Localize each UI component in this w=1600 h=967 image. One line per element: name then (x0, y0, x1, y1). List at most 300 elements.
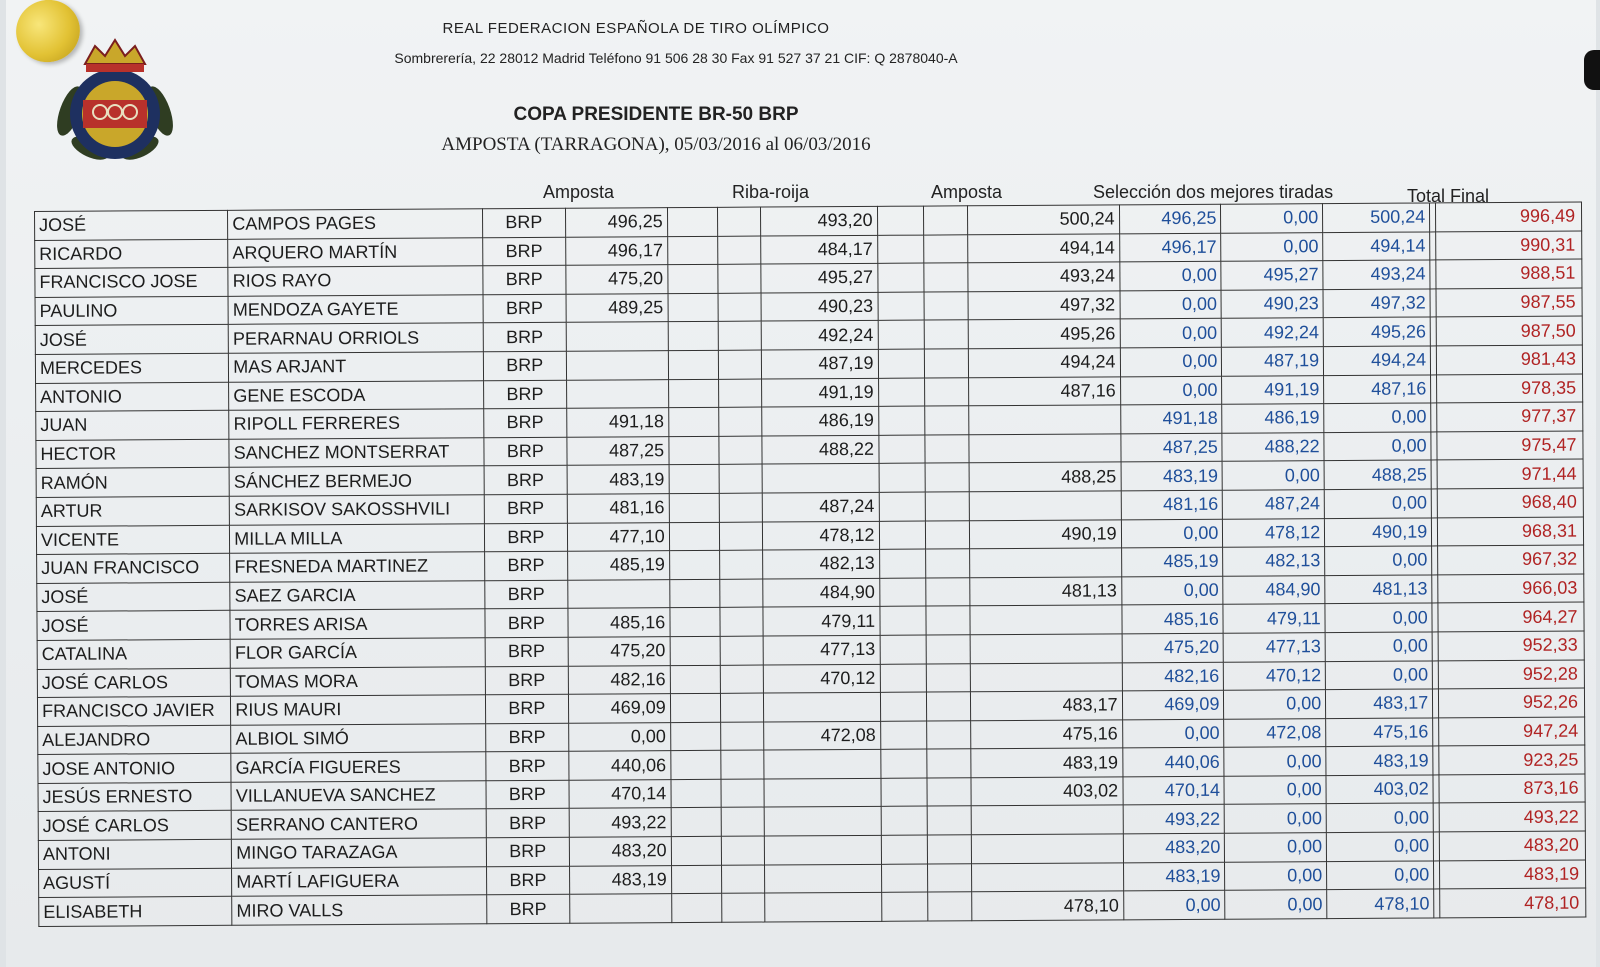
category-cell: BRP (483, 323, 566, 352)
last-name-cell: SERRANO CANTERO (231, 809, 486, 839)
blank-cell (717, 236, 761, 265)
score-amposta-2-cell (971, 834, 1123, 864)
category-cell: BRP (482, 237, 565, 266)
column-header-riba-roija: Riba-roija (732, 182, 810, 202)
total-final-cell: 952,28 (1439, 660, 1585, 689)
total-final-cell: 990,31 (1436, 231, 1582, 260)
last-name-cell: MARTÍ LAFIGUERA (232, 866, 487, 896)
category-cell: BRP (486, 837, 569, 866)
blank-cell (668, 293, 718, 322)
blank-cell (717, 264, 761, 293)
score-amposta-1-cell: 496,17 (566, 236, 668, 265)
first-name-cell: ARTUR (36, 496, 229, 526)
first-name-cell: ANTONI (38, 839, 231, 869)
selection-1-cell: 487,25 (1120, 433, 1222, 462)
first-name-cell: FRANCISCO JOSE (35, 268, 228, 298)
score-riba-roija-cell (764, 750, 881, 779)
selection-1-cell: 475,20 (1122, 633, 1224, 662)
selection-2-cell: 472,08 (1224, 718, 1326, 747)
category-cell: BRP (484, 437, 567, 466)
first-name-cell: VICENTE (36, 525, 229, 555)
blank-cell (668, 322, 718, 351)
total-final-cell: 967,32 (1438, 545, 1584, 574)
selection-2-cell: 491,19 (1222, 375, 1324, 404)
blank-cell (927, 720, 971, 749)
competition-place-date: AMPOSTA (TARRAGONA), 05/03/2016 al 06/03/2016 (441, 134, 871, 155)
blank-cell (879, 463, 926, 492)
selection-1-cell: 496,25 (1119, 204, 1221, 233)
score-amposta-1-cell: 475,20 (566, 265, 668, 294)
first-name-cell: JUAN (36, 410, 229, 440)
column-header-amposta-2: Amposta (931, 182, 1003, 202)
blank-cell (668, 350, 718, 379)
blank-cell (880, 721, 927, 750)
total-final-cell: 968,40 (1438, 488, 1584, 517)
selection-1-cell: 483,19 (1121, 462, 1223, 491)
score-riba-roija-cell: 486,19 (762, 407, 879, 436)
score-amposta-2-cell: 475,16 (971, 720, 1123, 750)
score-amposta-1-cell (568, 579, 670, 608)
total-final-cell: 493,22 (1440, 803, 1586, 832)
results-sheet (6, 0, 1596, 967)
score-amposta-2-cell (970, 662, 1122, 692)
selection-2-cell: 487,24 (1223, 490, 1325, 519)
selection-3-cell: 494,14 (1323, 232, 1430, 261)
selection-2-cell: 0,00 (1224, 747, 1326, 776)
last-name-cell: MAS ARJANT (229, 352, 484, 382)
score-riba-roija-cell (764, 778, 881, 807)
selection-2-cell: 490,23 (1221, 289, 1323, 318)
total-final-cell: 952,33 (1439, 631, 1585, 660)
blank-cell (926, 606, 970, 635)
blank-cell (881, 892, 928, 921)
blank-cell (668, 407, 718, 436)
blank-cell (670, 722, 720, 751)
blank-cell (670, 693, 720, 722)
score-riba-roija-cell: 492,24 (761, 321, 878, 350)
total-final-cell: 923,25 (1439, 745, 1585, 774)
blank-cell (669, 522, 719, 551)
score-riba-roija-cell: 472,08 (764, 721, 881, 750)
total-final-cell: 971,44 (1437, 459, 1583, 488)
blank-cell (924, 320, 968, 349)
blank-cell (924, 263, 968, 292)
last-name-cell: MINGO TARAZAGA (232, 838, 487, 868)
selection-2-cell: 0,00 (1224, 690, 1326, 719)
blank-cell (879, 606, 926, 635)
blank-cell (881, 835, 928, 864)
selection-1-cell: 485,19 (1121, 547, 1223, 576)
score-riba-roija-cell (765, 864, 882, 893)
selection-3-cell: 493,24 (1323, 260, 1430, 289)
column-header-amposta-1: Amposta (543, 182, 615, 202)
score-riba-roija-cell (764, 692, 881, 721)
blank-cell (877, 235, 924, 264)
category-cell: BRP (482, 208, 565, 237)
first-name-cell: JUAN FRANCISCO (37, 553, 230, 583)
selection-3-cell: 0,00 (1324, 403, 1431, 432)
selection-2-cell: 470,12 (1224, 661, 1326, 690)
selection-2-cell: 0,00 (1225, 804, 1327, 833)
category-cell: BRP (485, 723, 568, 752)
selection-3-cell: 487,16 (1324, 375, 1431, 404)
selection-2-cell: 478,12 (1223, 518, 1325, 547)
selection-3-cell: 0,00 (1327, 861, 1434, 890)
score-amposta-2-cell: 481,13 (970, 577, 1122, 607)
first-name-cell: AGUSTÍ (39, 868, 232, 898)
blank-cell (926, 520, 970, 549)
category-cell: BRP (483, 351, 566, 380)
last-name-cell: GARCÍA FIGUERES (231, 752, 486, 782)
score-riba-roija-cell (762, 464, 879, 493)
selection-1-cell: 470,14 (1123, 776, 1225, 805)
blank-cell (718, 407, 762, 436)
score-amposta-1-cell (566, 322, 668, 351)
blank-cell (925, 406, 969, 435)
blank-cell (721, 808, 765, 837)
selection-3-cell: 0,00 (1324, 489, 1431, 518)
blank-cell (880, 692, 927, 721)
blank-cell (671, 865, 721, 894)
selection-2-cell: 486,19 (1222, 404, 1324, 433)
blank-cell (879, 578, 926, 607)
blank-cell (927, 806, 971, 835)
total-final-cell: 964,27 (1438, 602, 1584, 631)
score-amposta-1-cell: 481,16 (567, 494, 669, 523)
last-name-cell: SÁNCHEZ BERMEJO (229, 466, 484, 496)
blank-cell (881, 778, 928, 807)
selection-1-cell: 482,16 (1122, 662, 1224, 691)
selection-1-cell: 469,09 (1122, 690, 1224, 719)
last-name-cell: FRESNEDA MARTINEZ (230, 552, 485, 582)
category-cell: BRP (485, 609, 568, 638)
score-riba-roija-cell: 484,90 (763, 578, 880, 607)
category-cell: BRP (484, 494, 567, 523)
score-riba-roija-cell: 479,11 (763, 607, 880, 636)
score-amposta-1-cell: 483,19 (569, 865, 671, 894)
last-name-cell: ARQUERO MARTÍN (228, 237, 483, 267)
blank-cell (879, 521, 926, 550)
category-cell: BRP (484, 551, 567, 580)
column-header-total: Total Final (1407, 186, 1490, 206)
first-name-cell: JOSÉ (35, 210, 228, 240)
score-riba-roija-cell: 493,20 (761, 206, 878, 235)
last-name-cell: TORRES ARISA (230, 609, 485, 639)
total-final-cell: 981,43 (1437, 345, 1583, 374)
first-name-cell: ELISABETH (39, 897, 232, 927)
selection-1-cell: 0,00 (1120, 347, 1222, 376)
category-cell: BRP (486, 866, 569, 895)
score-amposta-2-cell: 488,25 (969, 462, 1121, 492)
score-amposta-2-cell: 497,32 (968, 291, 1120, 321)
first-name-cell: PAULINO (35, 296, 228, 326)
score-amposta-1-cell: 485,19 (567, 551, 669, 580)
first-name-cell: ANTONIO (36, 382, 229, 412)
blank-cell (718, 321, 762, 350)
category-cell: BRP (483, 294, 566, 323)
blank-cell (719, 579, 763, 608)
blank-cell (925, 377, 969, 406)
selection-1-cell: 0,00 (1123, 890, 1225, 919)
total-final-cell: 478,10 (1440, 888, 1586, 917)
blank-cell (720, 722, 764, 751)
selection-3-cell: 0,00 (1325, 546, 1432, 575)
score-amposta-2-cell (971, 863, 1123, 893)
selection-2-cell: 0,00 (1225, 833, 1327, 862)
last-name-cell: RIOS RAYO (228, 266, 483, 296)
category-cell: BRP (485, 666, 568, 695)
first-name-cell: CATALINA (37, 639, 230, 669)
score-amposta-1-cell: 493,22 (569, 808, 671, 837)
selection-2-cell: 484,90 (1223, 575, 1325, 604)
category-cell: BRP (486, 894, 569, 923)
blank-cell (720, 665, 764, 694)
selection-3-cell: 481,13 (1325, 575, 1432, 604)
selection-3-cell: 0,00 (1325, 660, 1432, 689)
first-name-cell: RICARDO (35, 239, 228, 269)
blank-cell (926, 492, 970, 521)
first-name-cell: JOSÉ CARLOS (38, 811, 231, 841)
score-amposta-1-cell: 477,10 (567, 522, 669, 551)
total-final-cell: 975,47 (1437, 431, 1583, 460)
blank-cell (926, 635, 970, 664)
blank-cell (926, 549, 970, 578)
total-final-cell: 947,24 (1439, 717, 1585, 746)
score-amposta-1-cell: 469,09 (568, 694, 670, 723)
blank-cell (717, 207, 761, 236)
total-final-cell: 996,49 (1436, 202, 1582, 231)
blank-cell (668, 265, 718, 294)
selection-3-cell: 483,19 (1326, 746, 1433, 775)
blank-cell (925, 435, 969, 464)
score-amposta-1-cell: 483,19 (567, 465, 669, 494)
score-amposta-2-cell: 483,19 (971, 748, 1123, 778)
last-name-cell: MILLA MILLA (230, 523, 485, 553)
blank-cell (718, 350, 762, 379)
score-amposta-1-cell: 487,25 (567, 436, 669, 465)
score-amposta-1-cell: 475,20 (568, 637, 670, 666)
score-amposta-1-cell: 496,25 (565, 208, 667, 237)
blank-cell (720, 750, 764, 779)
selection-2-cell: 482,13 (1223, 547, 1325, 576)
last-name-cell: FLOR GARCÍA (230, 638, 485, 668)
first-name-cell: JOSÉ (35, 325, 228, 355)
score-amposta-1-cell (566, 351, 668, 380)
category-cell: BRP (486, 809, 569, 838)
total-final-cell: 988,51 (1436, 259, 1582, 288)
selection-3-cell: 0,00 (1326, 803, 1433, 832)
total-final-cell: 952,26 (1439, 688, 1585, 717)
total-final-cell: 987,50 (1437, 316, 1583, 345)
selection-3-cell: 490,19 (1325, 517, 1432, 546)
blank-cell (671, 779, 721, 808)
score-amposta-2-cell: 478,10 (972, 891, 1124, 921)
blank-cell (924, 206, 968, 235)
score-amposta-1-cell: 483,20 (569, 837, 671, 866)
category-cell: BRP (486, 780, 569, 809)
selection-1-cell: 483,20 (1123, 833, 1225, 862)
selection-3-cell: 497,32 (1323, 289, 1430, 318)
blank-cell (927, 663, 971, 692)
last-name-cell: RIPOLL FERRERES (229, 409, 484, 439)
blank-cell (670, 751, 720, 780)
score-amposta-2-cell (969, 491, 1121, 521)
blank-cell (877, 263, 924, 292)
blank-cell (669, 436, 719, 465)
blank-cell (878, 378, 925, 407)
category-cell: BRP (485, 637, 568, 666)
selection-3-cell: 478,10 (1327, 889, 1434, 918)
blank-cell (880, 635, 927, 664)
last-name-cell: SARKISOV SAKOSSHVILI (229, 495, 484, 525)
blank-cell (878, 406, 925, 435)
last-name-cell: PERARNAU ORRIOLS (228, 323, 483, 353)
selection-2-cell: 0,00 (1225, 890, 1327, 919)
selection-1-cell: 0,00 (1122, 719, 1224, 748)
total-final-cell: 966,03 (1438, 574, 1584, 603)
blank-cell (878, 349, 925, 378)
blank-cell (926, 578, 970, 607)
category-cell: BRP (483, 380, 566, 409)
blank-cell (719, 464, 763, 493)
first-name-cell: RAMÓN (36, 468, 229, 498)
total-final-cell: 483,20 (1440, 831, 1586, 860)
selection-3-cell: 488,25 (1324, 460, 1431, 489)
score-riba-roija-cell (765, 835, 882, 864)
competition-title: COPA PRESIDENTE BR-50 BRP (513, 104, 799, 125)
blank-cell (878, 435, 925, 464)
selection-1-cell: 485,16 (1122, 605, 1224, 634)
score-amposta-1-cell (566, 379, 668, 408)
blank-cell (718, 436, 762, 465)
score-amposta-2-cell: 500,24 (967, 205, 1119, 235)
score-riba-roija-cell: 484,17 (761, 235, 878, 264)
pushpin-right-icon (1584, 50, 1600, 90)
blank-cell (880, 664, 927, 693)
selection-1-cell: 491,18 (1120, 404, 1222, 433)
blank-cell (718, 293, 762, 322)
selection-1-cell: 0,00 (1120, 290, 1222, 319)
score-amposta-1-cell: 489,25 (566, 293, 668, 322)
blank-cell (927, 692, 971, 721)
selection-1-cell: 0,00 (1121, 519, 1223, 548)
score-riba-roija-cell: 477,13 (763, 635, 880, 664)
blank-cell (670, 636, 720, 665)
federation-address: Sombrerería, 22 28012 Madrid Teléfono 91 506 28 30 Fax 91 527 37 21 CIF: Q 2878040-A (394, 50, 958, 66)
first-name-cell: JOSÉ (37, 611, 230, 641)
category-cell: BRP (485, 580, 568, 609)
selection-3-cell: 475,16 (1326, 718, 1433, 747)
blank-cell (878, 292, 925, 321)
total-final-cell: 987,55 (1436, 288, 1582, 317)
selection-1-cell: 0,00 (1120, 319, 1222, 348)
blank-cell (720, 636, 764, 665)
first-name-cell: FRANCISCO JAVIER (37, 696, 230, 726)
score-amposta-2-cell: 403,02 (971, 777, 1123, 807)
selection-2-cell: 492,24 (1222, 318, 1324, 347)
score-riba-roija-cell (764, 807, 881, 836)
column-header-selection: Selección dos mejores tiradas (1093, 182, 1334, 202)
selection-3-cell: 0,00 (1325, 603, 1432, 632)
category-cell: BRP (483, 265, 566, 294)
blank-cell (880, 749, 927, 778)
score-amposta-1-cell: 491,18 (567, 408, 669, 437)
selection-2-cell: 477,13 (1223, 633, 1325, 662)
blank-cell (669, 493, 719, 522)
score-riba-roija-cell: 488,22 (762, 435, 879, 464)
blank-cell (669, 465, 719, 494)
last-name-cell: ALBIOL SIMÓ (231, 723, 486, 753)
score-amposta-2-cell (970, 605, 1122, 635)
total-final-cell: 873,16 (1439, 774, 1585, 803)
blank-cell (928, 892, 972, 921)
selection-3-cell: 495,26 (1323, 317, 1430, 346)
selection-1-cell: 0,00 (1119, 261, 1221, 290)
federation-name: REAL FEDERACION ESPAÑOLA DE TIRO OLÍMPICO (442, 20, 830, 37)
last-name-cell: TOMAS MORA (231, 666, 486, 696)
blank-cell (879, 549, 926, 578)
score-amposta-1-cell: 0,00 (569, 722, 671, 751)
blank-cell (719, 607, 763, 636)
last-name-cell: GENE ESCODA (229, 380, 484, 410)
blank-cell (718, 379, 762, 408)
first-name-cell: HECTOR (36, 439, 229, 469)
score-riba-roija-cell: 491,19 (762, 378, 879, 407)
blank-cell (928, 863, 972, 892)
first-name-cell: JOSÉ (37, 582, 230, 612)
score-riba-roija-cell (765, 893, 882, 922)
score-amposta-2-cell: 493,24 (968, 262, 1120, 292)
blank-cell (927, 778, 971, 807)
blank-cell (721, 893, 765, 922)
selection-1-cell: 481,16 (1121, 490, 1223, 519)
score-amposta-2-cell: 487,16 (968, 376, 1120, 406)
last-name-cell: MIRO VALLS (232, 895, 487, 925)
selection-3-cell: 0,00 (1327, 832, 1434, 861)
category-cell: BRP (486, 752, 569, 781)
selection-2-cell: 0,00 (1225, 861, 1327, 890)
first-name-cell: ALEJANDRO (38, 725, 231, 755)
blank-cell (668, 379, 718, 408)
selection-3-cell: 500,24 (1323, 203, 1430, 232)
blank-cell (928, 835, 972, 864)
blank-cell (670, 665, 720, 694)
selection-1-cell: 440,06 (1122, 748, 1224, 777)
selection-3-cell: 483,17 (1326, 689, 1433, 718)
blank-cell (671, 836, 721, 865)
score-riba-roija-cell: 495,27 (761, 264, 878, 293)
selection-1-cell: 496,17 (1119, 233, 1221, 262)
score-amposta-1-cell: 440,06 (569, 751, 671, 780)
blank-cell (669, 550, 719, 579)
results-table (34, 202, 1586, 927)
blank-cell (720, 693, 764, 722)
score-riba-roija-cell: 470,12 (763, 664, 880, 693)
last-name-cell: VILLANUEVA SANCHEZ (231, 781, 486, 811)
blank-cell (669, 579, 719, 608)
blank-cell (671, 808, 721, 837)
blank-cell (721, 865, 765, 894)
score-riba-roija-cell: 478,12 (763, 521, 880, 550)
selection-1-cell: 493,22 (1123, 805, 1225, 834)
score-amposta-2-cell (969, 405, 1121, 435)
score-amposta-2-cell: 494,24 (968, 348, 1120, 378)
blank-cell (881, 807, 928, 836)
category-cell: BRP (484, 466, 567, 495)
total-final-cell: 978,35 (1437, 374, 1583, 403)
selection-2-cell: 479,11 (1223, 604, 1325, 633)
selection-3-cell: 494,24 (1324, 346, 1431, 375)
